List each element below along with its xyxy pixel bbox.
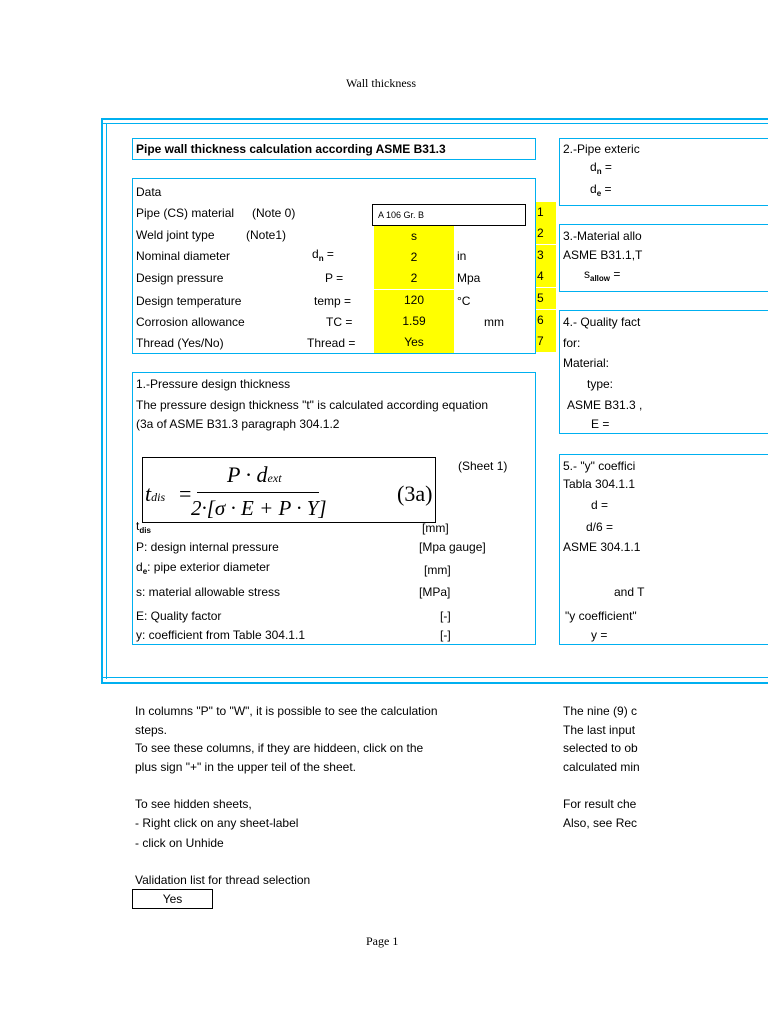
box3-s: $s_{allow}$ = [584, 267, 621, 283]
def-diameter: $d_e$: pipe exterior diameter [136, 560, 270, 576]
row-symbol-diameter: $d_n$ = [312, 247, 334, 263]
def-ycoef: y: coefficient from Table 304.1.1 [136, 628, 305, 642]
row-label-material: Pipe (CS) material [136, 206, 235, 220]
box2-dn: $d_n$ = [590, 160, 612, 176]
note-left-6: To see hidden sheets, [135, 797, 252, 811]
row-symbol-temperature: temp = [314, 294, 352, 308]
formula-numerator: P · dext [227, 462, 282, 487]
box5-and: and T [614, 585, 645, 599]
row-label-thread: Thread (Yes/No) [136, 336, 224, 350]
def-quality-unit: [-] [440, 609, 451, 623]
row-label-diameter: Nominal diameter [136, 249, 231, 263]
row-label-pressure: Design pressure [136, 271, 224, 285]
row-symbol-corrosion: TC = [326, 315, 353, 329]
formula-label: (3a) [397, 481, 433, 506]
formula-equals: = [179, 481, 192, 506]
box5-tabla: Tabla 304.1.1 [563, 477, 636, 491]
box5-title: 5.- "y" coeffici [563, 459, 636, 473]
temperature-input[interactable]: 120 [374, 290, 454, 311]
def-quality: E: Quality factor [136, 609, 222, 623]
row-note-weld: (Note1) [246, 228, 287, 242]
box3-line: ASME B31.1,T [563, 248, 643, 262]
note-right-4: calculated min [563, 760, 640, 774]
row-unit-diameter: in [457, 249, 467, 263]
row-symbol-thread: Thread = [307, 336, 356, 350]
thread-validation-cell[interactable]: Yes [132, 889, 213, 909]
box5-d: d = [591, 498, 609, 512]
note-left-10: Validation list for thread selection [135, 873, 311, 887]
row-number-5: 5 [536, 288, 556, 309]
corrosion-input[interactable]: 1.59 [374, 311, 454, 332]
frame-left-border-inner [106, 123, 107, 679]
def-diameter-unit: [mm] [424, 563, 451, 577]
row-label-weld: Weld joint type [136, 228, 215, 242]
data-label: Data [136, 185, 162, 199]
row-number-2: 2 [536, 223, 556, 244]
formula-denominator: 2·[σ · E + P · Y] [191, 496, 327, 520]
def-pressure: P: design internal pressure [136, 540, 279, 554]
def-stress: s: material allowable stress [136, 585, 281, 599]
row-number-3: 3 [536, 245, 556, 266]
row-label-corrosion: Corrosion allowance [136, 315, 245, 329]
page-header-title: Wall thickness [346, 76, 417, 90]
box4-title: 4.- Quality fact [563, 315, 641, 329]
note-left-4: plus sign "+" in the upper teil of the sheet. [135, 760, 356, 774]
note-right-1: The nine (9) c [563, 704, 638, 718]
box5-y: y = [591, 628, 608, 642]
frame-top-border [101, 118, 768, 120]
pressure-heading: 1.-Pressure design thickness [136, 377, 291, 391]
def-stress-unit: [MPa] [419, 585, 451, 599]
row-label-temperature: Design temperature [136, 294, 242, 308]
row-unit-pressure: Mpa [457, 271, 481, 285]
page-footer-number: Page 1 [366, 934, 399, 948]
def-tdis-unit: [mm] [422, 521, 449, 535]
box5-ycoef: "y coefficient" [565, 609, 637, 623]
frame-bottom-border-inner [101, 677, 768, 678]
note-right-3: selected to ob [563, 741, 638, 755]
pressure-line-2: (3a of ASME B31.3 paragraph 304.1.2 [136, 417, 340, 431]
box4-material: Material: [563, 356, 610, 370]
def-ycoef-unit: [-] [440, 628, 451, 642]
thread-input[interactable]: Yes [374, 332, 454, 353]
diameter-input[interactable]: 2 [374, 247, 454, 268]
note-left-2: steps. [135, 723, 168, 737]
fraction-bar [197, 492, 319, 493]
pressure-input[interactable]: 2 [374, 268, 454, 289]
box2-title: 2.-Pipe exteric [563, 142, 640, 156]
note-left-1: In columns "P" to "W", it is possible to see the calculation [135, 704, 438, 718]
row-symbol-pressure: P = [325, 271, 344, 285]
frame-top-border-inner [101, 123, 768, 124]
box2-de: $d_e$ = [590, 182, 612, 198]
pressure-line-1: The pressure design thickness "t" is calculated according equation [136, 398, 489, 412]
row-unit-temperature: °C [457, 294, 471, 308]
box4-asme: ASME B31.3 , [567, 398, 643, 412]
def-pressure-unit: [Mpa gauge] [419, 540, 486, 554]
calc-title: Pipe wall thickness calculation according ASME B31.3 [136, 142, 446, 156]
row-unit-corrosion: mm [484, 315, 504, 329]
frame-left-border [101, 118, 103, 684]
sheet-reference: (Sheet 1) [458, 459, 508, 473]
def-tdis: $t_{dis}$ [136, 519, 151, 535]
note-right-7: Also, see Rec [563, 816, 638, 830]
material-input[interactable]: A 106 Gr. B [372, 204, 526, 226]
row-number-7: 7 [536, 331, 556, 352]
formula-3a [142, 457, 436, 523]
frame-bottom-border [101, 682, 768, 684]
box3-title: 3.-Material allo [563, 229, 642, 243]
note-left-7: - Right click on any sheet-label [135, 816, 299, 830]
box4-for: for: [563, 336, 581, 350]
note-left-8: - click on Unhide [135, 836, 224, 850]
box5-d6: d/6 = [586, 520, 614, 534]
formula-lhs: tdis [145, 481, 166, 506]
weld-joint-input[interactable]: s [374, 226, 454, 247]
row-note-material: (Note 0) [252, 206, 296, 220]
note-right-6: For result che [563, 797, 637, 811]
box4-e: E = [591, 417, 610, 431]
box5-asme: ASME 304.1.1 [563, 540, 641, 554]
row-number-6: 6 [536, 310, 556, 331]
row-number-4: 4 [536, 266, 556, 287]
note-left-3: To see these columns, if they are hiddeen, click on the [135, 741, 424, 755]
row-number-1: 1 [536, 202, 556, 223]
box4-type: type: [587, 377, 614, 391]
note-right-2: The last input [563, 723, 636, 737]
